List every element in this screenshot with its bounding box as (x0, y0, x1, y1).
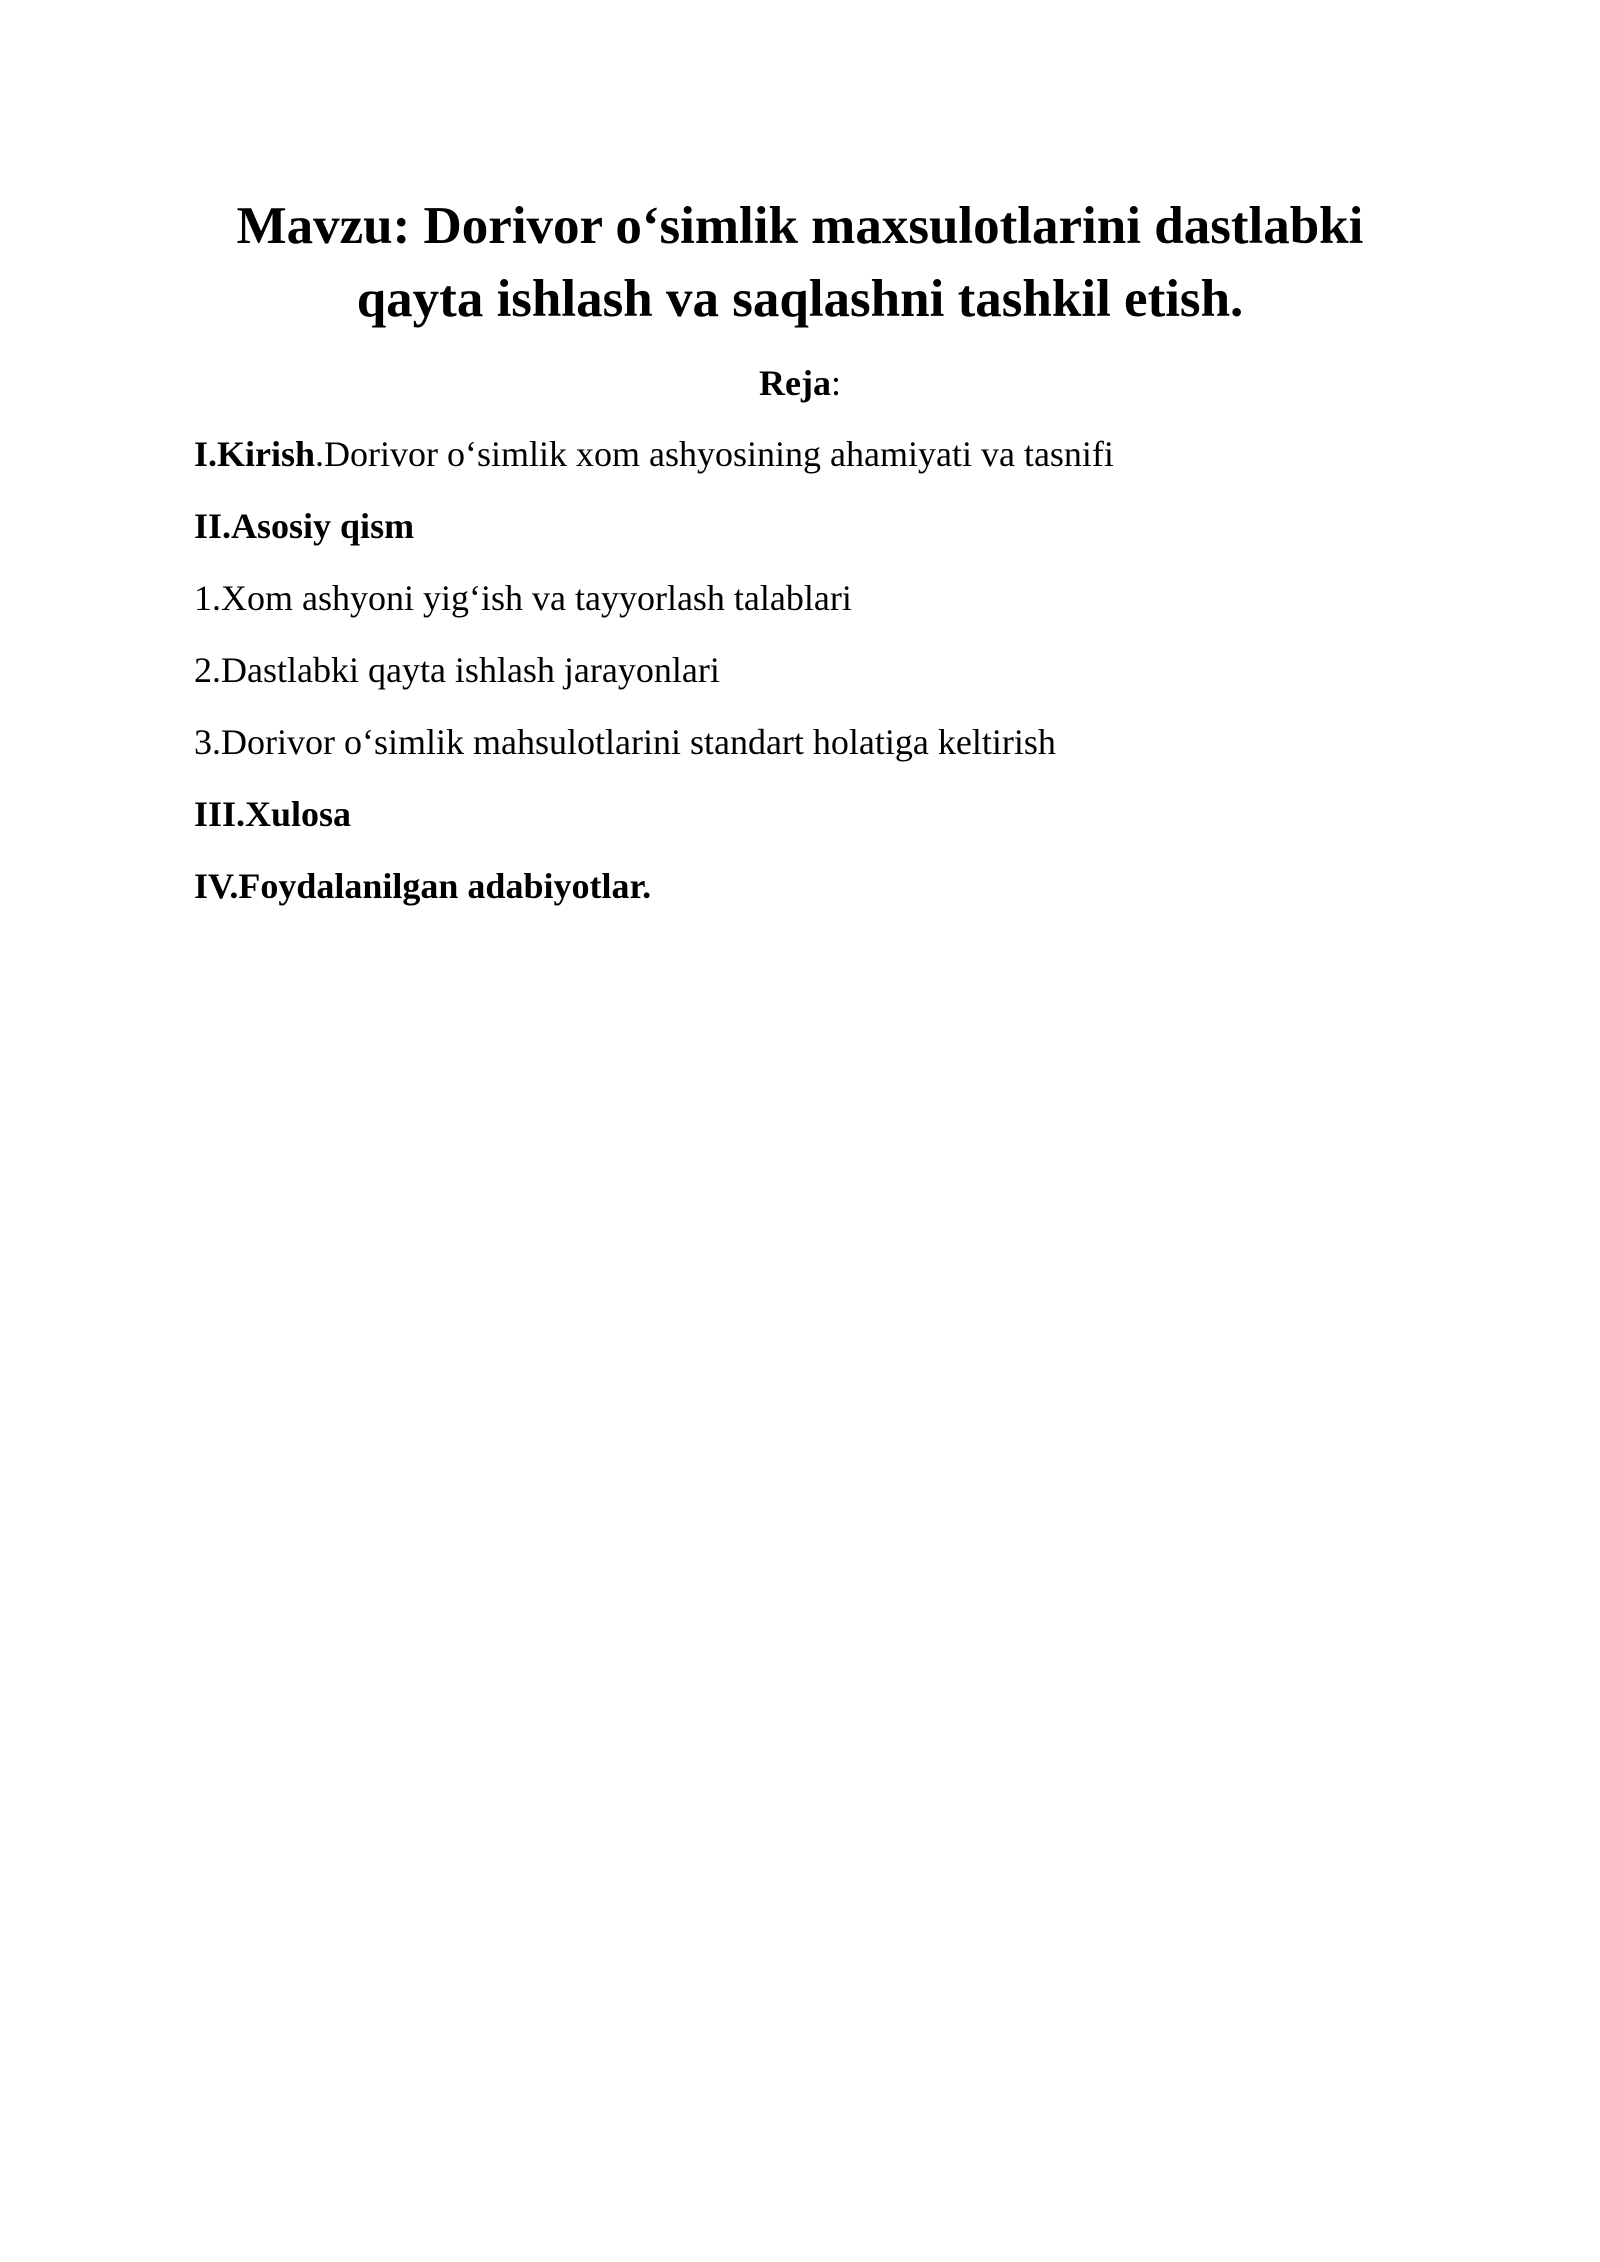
outline-intro-text: .Dorivor o‘simlik xom ashyosining ahamiyati va tasnifi (315, 434, 1114, 474)
outline-item-main-part: II.Asosiy qism (194, 506, 415, 546)
outline-item-conclusion: III.Xulosa (194, 794, 352, 834)
plan-heading-colon: : (830, 363, 841, 403)
outline-item-intro (194, 432, 1114, 476)
document-title (150, 190, 1450, 336)
title-line-2: qayta ishlash va saqlashni tashkil etish. (356, 270, 1244, 328)
plan-heading (0, 361, 1600, 405)
outline-item-references: IV.Foydalanilgan adabiyotlar. (194, 866, 652, 906)
outline-sub-item-1: 1.Xom ashyoni yig‘ish va tayyorlash talablari (194, 578, 852, 618)
outline-sub-item-3: 3.Dorivor o‘simlik mahsulotlarini standart holatiga keltirish (194, 722, 1056, 762)
outline-sub-item-2: 2.Dastlabki qayta ishlash jarayonlari (194, 650, 720, 690)
plan-heading-label: Reja (759, 363, 831, 403)
outline-intro-label: I.Kirish (194, 434, 316, 474)
title-line-1: Mavzu: Dorivor o‘simlik maxsulotlarini dastlabki (236, 197, 1364, 255)
